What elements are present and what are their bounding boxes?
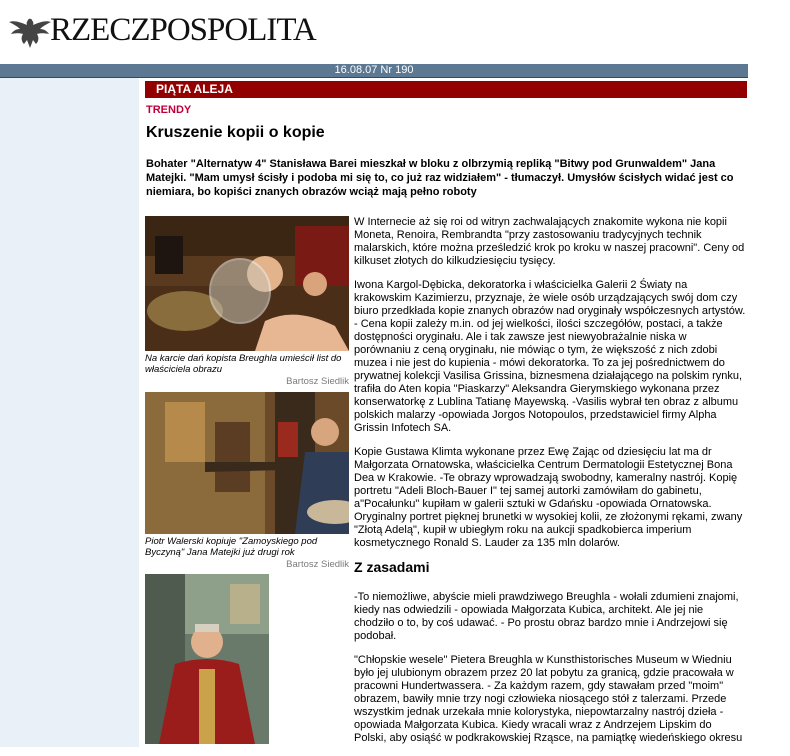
section-bar[interactable]: PIĄTA ALEJA <box>145 81 747 98</box>
photo-block <box>145 392 349 570</box>
masthead <box>0 0 790 64</box>
photo-magnifier[interactable] <box>145 216 349 351</box>
paragraph: Kopie Gustawa Klimta wykonane przez Ewę Zając od dziesięciu lat ma dr Małgorzata Ornatowska, właścicielka Centrum Dermatologii Estetycznej Bona Dea w Krakowie. -Te obrazy wprowadzają swobodny, kameralny nastrój. Kopię portretu "Adeli Bloch-Bauer I" tej samej autorki zamówiłam do gabinetu, a"Pocałunku" kupiłam w galerii sztuki w Gdańsku -opowiada Ornatowska. Oryginalny portret pięknej brunetki w wysokiej kolii, ze złożonymi rękami, zwany "Złotą Adelą", kupił w ubiegłym roku na aukcji spadkobierca imperium kosmetycznego Ronald S. Lauder za 135 mln dolarów. <box>354 446 743 549</box>
photo-costume[interactable] <box>145 574 269 744</box>
subhead: Z zasadami <box>354 559 430 575</box>
photo-column <box>145 216 349 744</box>
photo-credit: Bartosz Siedlik <box>286 559 349 570</box>
photo-painter[interactable] <box>145 392 349 534</box>
issue-date: 16.08.07 Nr 190 <box>0 64 748 77</box>
photo-block <box>145 216 349 387</box>
photo-caption: Piotr Walerski kopiuje "Zamoyskiego pod Byczyną" Jana Matejki już drugi rok <box>145 536 318 558</box>
photo-block <box>145 574 349 744</box>
eagle-icon <box>8 14 52 50</box>
paragraph: W Internecie aż się roi od witryn zachwalających znakomite wykona nie kopii Moneta, Renoira, Rembrandta "przy zastosowaniu tradycyjnych technik malarskich, które można prześledzić krok po kroku w naszej pracowni". Ceny od kilkuset złotych do kilkudziesięciu tysięcy. <box>354 216 745 267</box>
article-body <box>354 216 746 756</box>
photo-caption: Na karcie dań kopista Breughla umieścił list do właściciela obrazu <box>145 353 342 375</box>
paragraph: Iwona Kargol-Dębicka, dekoratorka i właścicielka Galerii 2 Światy na krakowskim Kazimierzu, przyznaje, że wiele osób urządzających swój dom czy biuro przedkłada kopie znanych obrazów nad oryginały współczesnych artystów. - Cena kopii zależy m.in. od jej wielkości, ilości szczegółów, postaci, a także dostępności oryginału. Ale i tak zawsze jest niewyobrażalnie niska w porównaniu z ceną oryginału, nie mówiąc o tym, że większość z nich zdobi muzea i nie jest do kupienia - mówi dekoratorka. To za jej pośrednictwem do prywatnej kolekcji Vasilisa Grissina, biznesmena działającego na polskim rynku, trafiła do Aten kopia "Piaskarzy" Aleksandra Gierymskiego wykonana przez konserwatorkę z Lublina Tatianę Mayewską. -Vasilis wybrał ten obraz z albumu polskich malarzy -opowiada Jorgos Notopoulos, przedstawiciel firmy Alpha Grissin Infotech SA. <box>354 279 746 434</box>
article-lead: Bohater "Alternatyw 4" Stanisława Barei mieszkał w bloku z olbrzymią repliką "Bitwy pod Grunwaldem" Jana Matejki. "Mam umysł ścisły i podoba mi się to, co już raz widziałem" - tłumaczył. Umysłów ścisłych widać jest co niemiara, bo kopiści znanych obrazów wciąż mają pełno roboty <box>146 158 734 198</box>
logo-text[interactable]: RZECZPOSPOLITA <box>50 12 316 48</box>
kicker: TRENDY <box>146 104 192 116</box>
photo-credit: Bartosz Siedlik <box>286 376 349 387</box>
paragraph: "Chłopskie wesele" Pietera Breughla w Kunsthistorisches Museum w Wiedniu było jej ulubionym obrazem przez 20 lat pobytu za granicą, gdzie pracowała w pracowni Hundertwassera. - Za każdym razem, gdy stawałam przed "moim" obrazem, bawiły mnie trzy nogi człowieka niosącego stół z talerzami. Przede wszystkim jednak urzekała mnie kolorystyka, niepowtarzalny nastrój dzieła - opowiada Małgorzata Kubica. Kiedy wracali wraz z Andrzejem Lipskim do Polski, aby osiąść w podkrakowskiej Rząsce, na pamiątkę wiedeńskiego okresu <box>354 654 743 744</box>
paragraph: -To niemożliwe, abyście mieli prawdziwego Breughla - wołali zdumieni znajomi, kiedy nas odwiedzili - opowiada Małgorzata Kubica, architekt. Ale jej nie chodziło o to, by coś udawać. - Po prostu obraz bardzo mnie i Andrzejowi się podobał. <box>354 591 739 642</box>
left-column <box>0 78 139 747</box>
article-title: Kruszenie kopii o kopie <box>146 124 325 141</box>
